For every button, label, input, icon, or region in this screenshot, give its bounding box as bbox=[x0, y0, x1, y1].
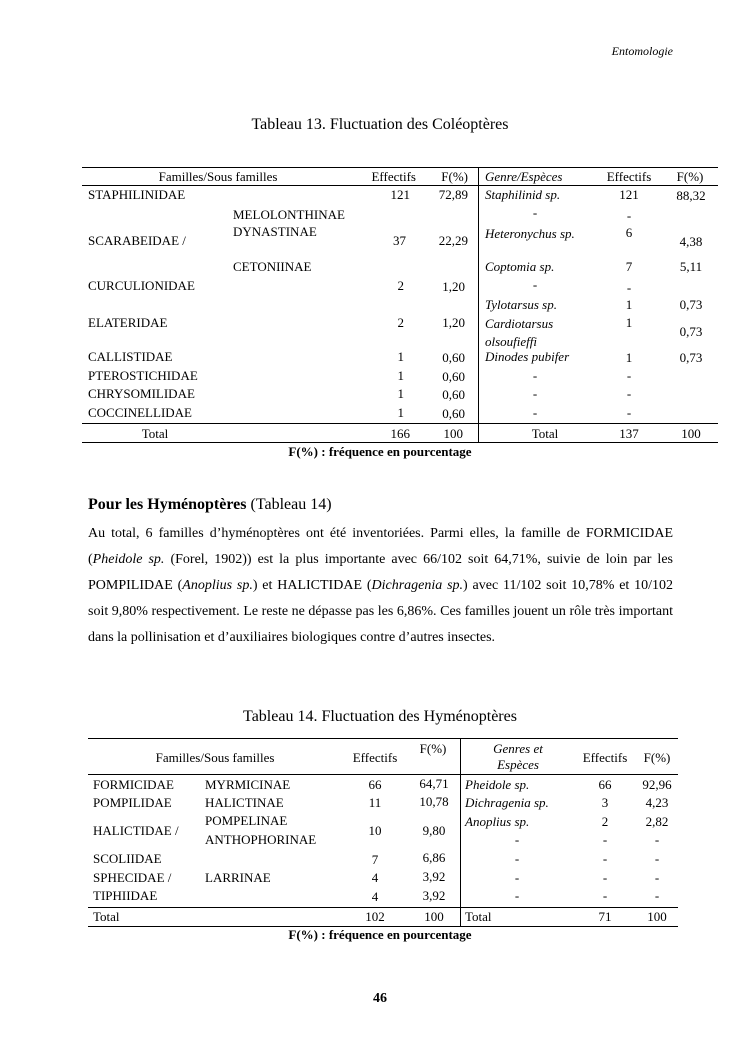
t14-effectif: 4 bbox=[371, 889, 379, 904]
t14-species-frequency: - bbox=[654, 888, 660, 903]
t13-total-label-2: Total bbox=[531, 426, 559, 441]
t13-species-frequency: 0,73 bbox=[679, 350, 703, 365]
t14-species-frequency: 92,96 bbox=[642, 777, 672, 792]
para-text: ) avec 11/102 soit 10,78% et 10/102 soit 9,80% respectivement. Le reste ne dépasse pas les 6,86%. Ces familles jouent un rôle très important dans la pollinisation et d’auxiliaires biologiques contre d’autres insectes. bbox=[88, 578, 674, 645]
t14-total-frequency-2: 100 bbox=[647, 909, 667, 924]
page-number: 46 bbox=[373, 991, 387, 1006]
table-13-title: Tableau 13. Fluctuation des Coléoptères bbox=[251, 116, 509, 133]
t14-header-genres: Genres et Espèces bbox=[493, 741, 543, 772]
t13-header-freq-2: F(%) bbox=[676, 169, 704, 184]
t14-effectif: 10 bbox=[368, 823, 382, 838]
t14-frequency: 6,86 bbox=[422, 850, 446, 865]
t13-species-effectif: 7 bbox=[625, 259, 633, 274]
t13-total-frequency-2: 100 bbox=[681, 426, 701, 441]
t13-frequency: 1,20 bbox=[442, 279, 465, 294]
t14-species-effectif: 66 bbox=[598, 777, 612, 792]
section-heading bbox=[88, 496, 332, 514]
para-species: Anoplius sp. bbox=[182, 578, 253, 593]
t14-species-effectif: 2 bbox=[601, 814, 609, 829]
t14-header-effectifs-2: Effectifs bbox=[582, 750, 628, 765]
t14-effectif: 11 bbox=[368, 795, 382, 810]
table-13-divider bbox=[478, 167, 479, 442]
t14-species-effectif: 3 bbox=[601, 795, 609, 810]
t13-effectif: 1 bbox=[397, 405, 404, 420]
table-14-top-rule bbox=[88, 738, 678, 739]
t14-species: - bbox=[514, 851, 520, 866]
t13-frequency: 22,29 bbox=[438, 233, 468, 248]
t13-effectif: 1 bbox=[397, 368, 404, 383]
t14-header-freq-2: F(%) bbox=[643, 750, 671, 765]
running-header: Entomologie bbox=[611, 44, 673, 58]
para-text: ) et HALICTIDAE ( bbox=[252, 578, 372, 593]
t13-header-familles: Familles/Sous familles bbox=[158, 169, 278, 184]
section-heading-bold: Pour les Hyménoptères bbox=[88, 496, 247, 513]
t14-total-effectif-2: 71 bbox=[598, 909, 612, 924]
t14-frequency: 10,78 bbox=[419, 794, 449, 809]
t13-header-genre: Genre/Espèces bbox=[485, 169, 563, 184]
table-13-header-rule bbox=[82, 185, 718, 186]
t13-species-effectif: 121 bbox=[619, 187, 639, 202]
t13-header-effectifs: Effectifs bbox=[371, 169, 416, 184]
t14-species: - bbox=[514, 832, 520, 847]
t14-species: - bbox=[514, 870, 520, 885]
t13-species: - bbox=[532, 277, 538, 292]
t13-family: PTEROSTICHIDAE bbox=[88, 368, 198, 383]
t13-species-frequency: 88,32 bbox=[676, 188, 706, 203]
t13-species-effectif: - bbox=[626, 405, 632, 420]
t14-frequency: 9,80 bbox=[422, 823, 446, 838]
t14-species-effectif: - bbox=[602, 870, 608, 885]
t14-family: FORMICIDAE bbox=[93, 777, 174, 792]
t14-family: TIPHIIDAE bbox=[93, 888, 158, 903]
t13-subfamily: DYNASTINAE bbox=[233, 224, 317, 239]
t13-family: COCCINELLIDAE bbox=[88, 405, 192, 420]
t13-total-effectif: 166 bbox=[390, 426, 410, 441]
t14-species-effectif: - bbox=[602, 888, 608, 903]
t14-frequency: 64,71 bbox=[419, 776, 449, 791]
t14-total-label-2: Total bbox=[465, 909, 492, 924]
t14-effectif: 7 bbox=[371, 852, 379, 867]
t13-family: ELATERIDAE bbox=[88, 315, 168, 330]
t14-total-effectif: 102 bbox=[365, 909, 385, 924]
t14-family: HALICTIDAE / bbox=[93, 823, 179, 838]
t13-species: Coptomia sp. bbox=[485, 259, 555, 274]
t14-subfamily: POMPELINAE bbox=[205, 813, 288, 828]
t13-species: Staphilinid sp. bbox=[485, 187, 561, 202]
t14-header-freq: F(%) bbox=[419, 741, 447, 756]
t14-species: - bbox=[514, 888, 520, 903]
table-14-total-rule bbox=[88, 907, 678, 908]
t13-effectif: 1 bbox=[397, 349, 404, 364]
t13-species-frequency: 0,73 bbox=[679, 297, 703, 312]
t13-family: SCARABEIDAE / bbox=[88, 233, 186, 248]
t13-header-freq: F(%) bbox=[441, 169, 468, 184]
t14-header-familles: Familles/Sous familles bbox=[155, 750, 275, 765]
t13-species: Tylotarsus sp. bbox=[485, 297, 557, 312]
t13-frequency: 72,89 bbox=[438, 187, 468, 202]
t13-species-effectif: 1 bbox=[625, 315, 633, 330]
t13-species-effectif: 6 bbox=[625, 225, 633, 240]
t13-species-effectif: - bbox=[626, 368, 632, 383]
t13-species: - bbox=[532, 386, 538, 401]
t13-header-effectifs-2: Effectifs bbox=[606, 169, 652, 184]
t13-species: Cardiotarsus olsoufieffi bbox=[485, 316, 554, 349]
t14-frequency: 3,92 bbox=[422, 888, 446, 903]
table-14-footnote: F(%) : fréquence en pourcentage bbox=[288, 927, 472, 942]
t14-species: Dichragenia sp. bbox=[465, 795, 549, 810]
t13-family: CHRYSOMILIDAE bbox=[88, 386, 195, 401]
t13-total-effectif-2: 137 bbox=[619, 426, 639, 441]
t13-frequency: 0,60 bbox=[442, 350, 465, 365]
t13-family: CURCULIONIDAE bbox=[88, 278, 195, 293]
section-heading-ref: (Tableau 14) bbox=[246, 496, 332, 513]
t13-effectif: 2 bbox=[397, 278, 404, 293]
t13-total-label: Total bbox=[141, 426, 169, 441]
t14-species: Anoplius sp. bbox=[465, 814, 530, 829]
t13-species: - bbox=[532, 205, 538, 220]
t13-species-frequency: 4,38 bbox=[679, 234, 703, 249]
t14-family: SCOLIIDAE bbox=[93, 851, 162, 866]
t14-family: SPHECIDAE / bbox=[93, 870, 172, 885]
table-14-title: Tableau 14. Fluctuation des Hyménoptères bbox=[243, 708, 517, 725]
para-text: (Forel, 1902)) est la plus importante avec 66/102 soit 64,71%, suivie de loin par les POMPILIDAE ( bbox=[88, 552, 673, 593]
t14-effectif: 4 bbox=[371, 870, 379, 885]
t14-species: Pheidole sp. bbox=[465, 777, 530, 792]
t13-species: - bbox=[532, 405, 538, 420]
para-species: Dichragenia sp. bbox=[371, 578, 464, 593]
t14-species-frequency: - bbox=[654, 870, 660, 885]
t14-species-frequency: 2,82 bbox=[645, 814, 669, 829]
t13-effectif: 121 bbox=[390, 187, 410, 202]
t14-subfamily: MYRMICINAE bbox=[205, 777, 291, 792]
t13-effectif: 37 bbox=[393, 233, 406, 248]
para-species: Pheidole sp. bbox=[92, 552, 165, 567]
t13-effectif: 2 bbox=[397, 315, 404, 330]
t13-species-frequency: 0,73 bbox=[679, 324, 703, 339]
t13-effectif: 1 bbox=[397, 386, 404, 401]
table-14-divider bbox=[460, 738, 461, 926]
t14-family: POMPILIDAE bbox=[93, 795, 172, 810]
t13-species: - bbox=[532, 368, 538, 383]
t14-subfamily: HALICTINAE bbox=[205, 795, 284, 810]
t13-family: CALLISTIDAE bbox=[88, 349, 173, 364]
t14-total-label: Total bbox=[93, 909, 120, 924]
table-13-bottom-rule bbox=[82, 442, 718, 443]
t13-subfamily: CETONIINAE bbox=[233, 259, 312, 274]
t13-frequency: 0,60 bbox=[442, 406, 465, 421]
t13-total-frequency: 100 bbox=[443, 426, 463, 441]
t13-species-effectif: 1 bbox=[625, 350, 633, 365]
t14-subfamily: LARRINAE bbox=[205, 870, 271, 885]
t14-species-effectif: - bbox=[602, 851, 608, 866]
body-paragraph bbox=[88, 521, 673, 651]
t14-total-frequency: 100 bbox=[424, 909, 444, 924]
t13-frequency: 1,20 bbox=[442, 315, 465, 330]
t13-species-frequency: 5,11 bbox=[679, 259, 703, 274]
t14-species-frequency: - bbox=[654, 832, 660, 847]
table-13-total-rule bbox=[82, 423, 718, 424]
table-14-header-rule bbox=[88, 774, 678, 775]
t13-family: STAPHILINIDAE bbox=[88, 187, 186, 202]
t13-species: Dinodes pubifer bbox=[485, 349, 570, 364]
t13-subfamily: MELOLONTHINAE bbox=[233, 207, 345, 222]
t13-species: Heteronychus sp. bbox=[485, 226, 575, 241]
t13-species-effectif: - bbox=[626, 386, 632, 401]
t13-species-effectif: 1 bbox=[625, 297, 633, 312]
t14-frequency: 3,92 bbox=[422, 869, 446, 884]
table-13-top-rule bbox=[82, 167, 718, 168]
t13-frequency: 0,60 bbox=[442, 369, 465, 384]
t13-species-effectif: - bbox=[626, 208, 632, 223]
t14-species-frequency: 4,23 bbox=[645, 795, 669, 810]
table-13-footnote: F(%) : fréquence en pourcentage bbox=[288, 444, 472, 459]
t13-frequency: 0,60 bbox=[442, 387, 465, 402]
t14-species-frequency: - bbox=[654, 851, 660, 866]
t14-subfamily: ANTHOPHORINAE bbox=[205, 832, 317, 847]
t14-effectif: 66 bbox=[368, 777, 382, 792]
para-text: Au total, 6 familles d’hyménoptères ont été inventoriées. Parmi elles, la famille de FORMICIDAE ( bbox=[88, 526, 673, 567]
t14-header-effectifs: Effectifs bbox=[352, 750, 398, 765]
t13-species-effectif: - bbox=[626, 280, 632, 295]
t14-species-effectif: - bbox=[602, 832, 608, 847]
